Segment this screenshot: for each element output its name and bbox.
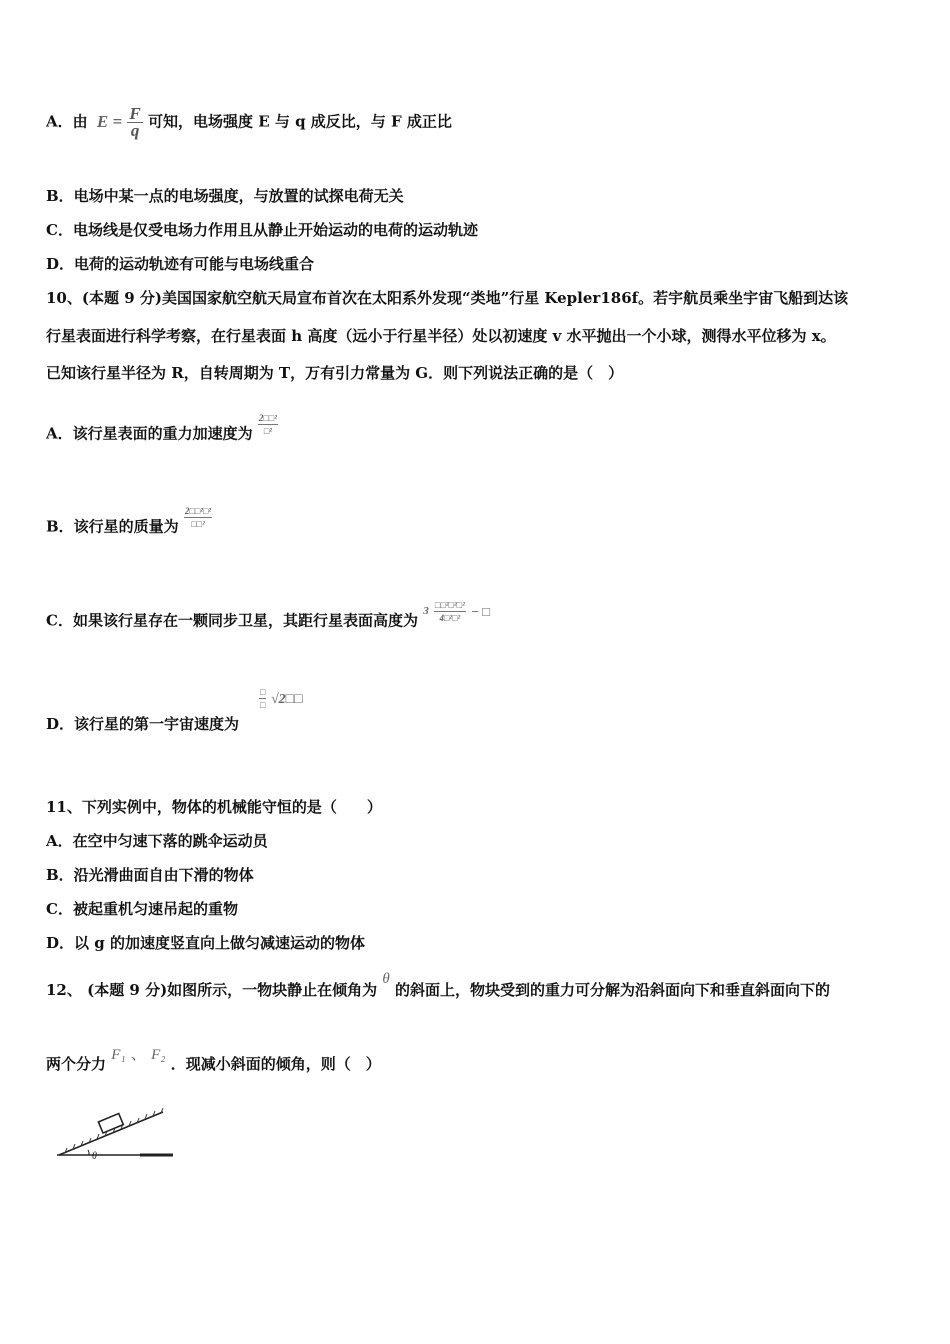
q9-formula-lhs: E =: [96, 111, 123, 131]
q9-option-a: [46, 106, 452, 139]
q10-c-num: □□²□²□²: [434, 600, 465, 610]
q9-option-a-text: 可知，电场强度 E 与 q 成反比，与 F 成正比: [147, 112, 452, 131]
q9-option-b: B．电场中某一点的电场强度，与放置的试探电荷无关: [46, 187, 404, 205]
q12-stem-suffix: 的斜面上，物块受到的重力可分解为沿斜面向下和垂直斜面向下的: [395, 981, 831, 999]
q10-d-den: □: [260, 700, 266, 710]
q10-b-num: 2□□²□²: [184, 506, 212, 516]
q10-b-den: □□²: [191, 519, 205, 529]
incline-diagram: [55, 1100, 180, 1165]
q11-option-b: B．沿光滑曲面自由下滑的物体: [46, 866, 254, 884]
q10-option-d-text: D．该行星的第一宇宙速度为: [46, 715, 240, 733]
q10-option-a-text: A．该行星表面的重力加速度为: [46, 424, 253, 443]
q9-option-c: C．电场线是仅受电场力作用且从静止开始运动的电荷的运动轨迹: [46, 221, 478, 239]
q9-formula-num: F: [129, 104, 141, 123]
q11-stem: 11、下列实例中，物体的机械能守恒的是（ ）: [46, 798, 382, 816]
q10-stem-line1: 10、(本题 9 分)美国国家航空航天局宣布首次在太阳系外发现“类地”行星 Kepler186f。若宇航员乘坐宇宙飞船到达该: [46, 289, 849, 307]
q10-option-c: [46, 600, 490, 634]
q10-option-d-frac: [259, 686, 266, 711]
q10-a-den: □²: [263, 426, 272, 436]
q10-stem-line3: 已知该行星半径为 R，自转周期为 T，万有引力常量为 G．则下列说法正确的是（ ）: [46, 364, 624, 382]
q12-f2: F₂: [151, 1047, 166, 1063]
q10-option-c-text: C．如果该行星存在一颗同步卫星，其距行星表面高度为: [46, 611, 418, 630]
q12-separator: 、: [130, 1045, 146, 1063]
q12-theta: θ: [382, 971, 390, 987]
q12-f1: F₁: [111, 1047, 126, 1063]
q10-d-num: □: [260, 687, 266, 697]
q12-line2-suffix: ．现减小斜面的倾角，则（ ）: [170, 1055, 381, 1073]
q9-formula-den: q: [130, 121, 140, 140]
q10-option-b-formula: [184, 505, 212, 530]
q9-formula-fraction: [127, 106, 142, 139]
q12-stem-line2: [46, 1045, 381, 1075]
q9-option-a-prefix: A．由: [46, 112, 88, 131]
q11-option-a: A．在空中匀速下落的跳伞运动员: [46, 832, 268, 850]
q12-stem-line1: [46, 971, 831, 1001]
q10-option-d: [46, 687, 303, 734]
q9-option-d: D．电荷的运动轨迹有可能与电场线重合: [46, 255, 315, 273]
q10-a-num: 2□□²: [258, 413, 277, 423]
q10-c-den: 4□²□²: [439, 613, 461, 623]
q10-c-root-index: 3: [423, 604, 429, 617]
q11-option-c: C．被起重机匀速吊起的重物: [46, 900, 238, 918]
q10-c-tail: − □: [471, 603, 490, 619]
q10-option-c-formula: [434, 599, 466, 624]
q10-option-a-formula: [258, 412, 278, 437]
q10-option-b-text: B．该行星的质量为: [46, 517, 179, 536]
diagram-theta-label: θ: [92, 1151, 97, 1162]
q10-stem-line2: 行星表面进行科学考察，在行星表面 h 高度（远小于行星半径）处以初速度 v 水平抛出一个小球，测得水平位移为 x。: [46, 327, 836, 345]
q10-option-b: [46, 506, 212, 540]
q12-line2-prefix: 两个分力: [46, 1055, 107, 1073]
q11-option-d: D．以 g 的加速度竖直向上做匀减速运动的物体: [46, 934, 365, 952]
q10-option-a: [46, 413, 278, 447]
q10-d-root: √2□□: [271, 692, 303, 707]
q12-stem-prefix: 12、 (本题 9 分)如图所示，一物块静止在倾角为: [46, 981, 378, 999]
